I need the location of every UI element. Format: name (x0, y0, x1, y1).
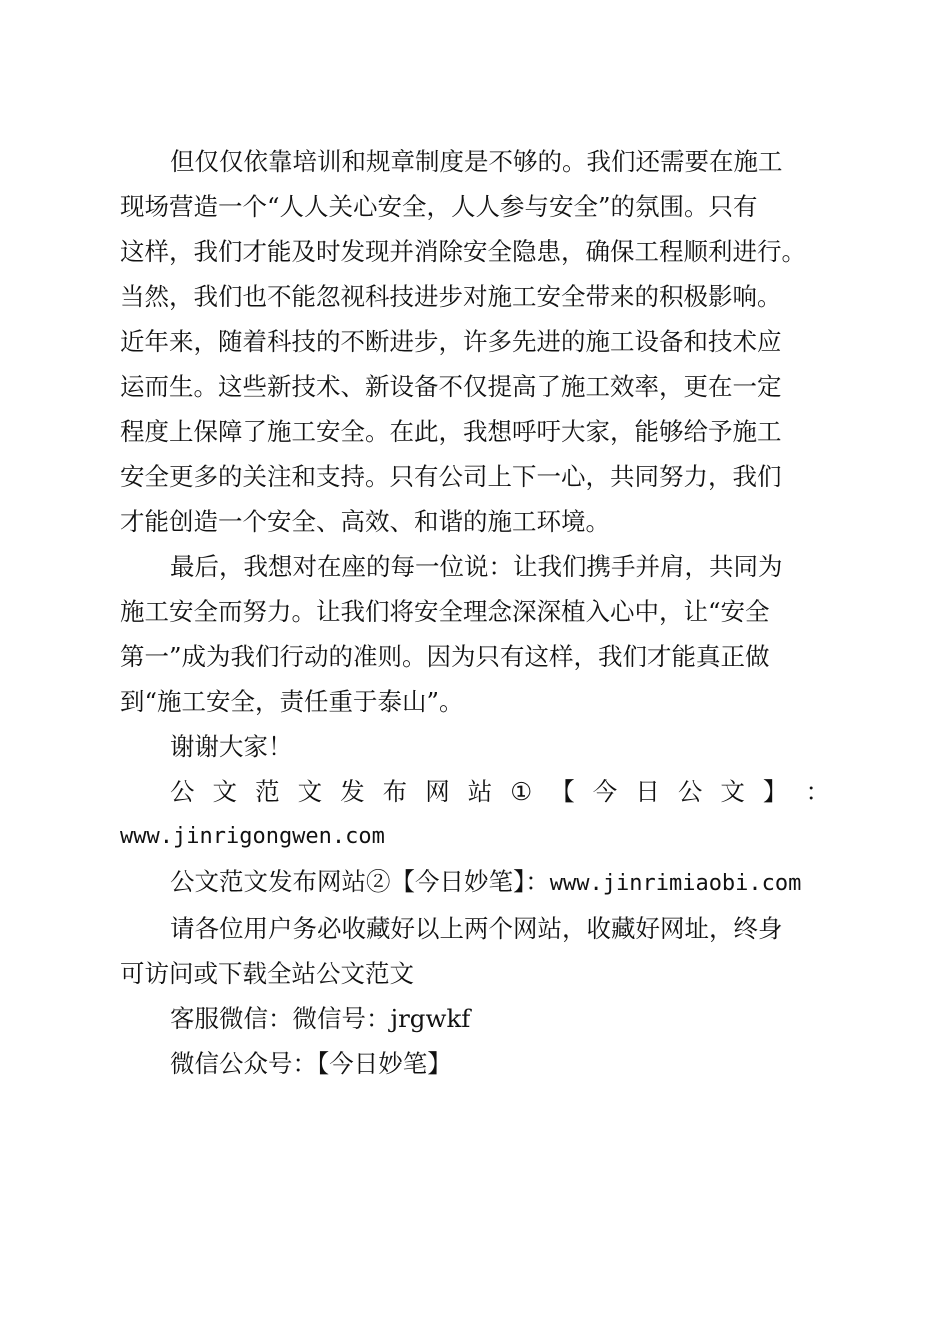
paragraph-line: 当然，我们也不能忽视科技进步对施工安全带来的积极影响。 (120, 282, 782, 311)
paragraph-1 (120, 139, 830, 544)
site-1-char: ① (510, 777, 533, 806)
site-1-char: ： (805, 777, 830, 806)
site-1-char: 范 (255, 777, 280, 806)
paragraph-line: 近年来，随着科技的不断进步，许多先进的施工设备和技术应 (120, 327, 782, 356)
document-body (120, 139, 830, 1086)
paragraph-line: 这样，我们才能及时发现并消除安全隐患，确保工程顺利进行。 (120, 237, 806, 266)
site-1-char: 日 (635, 777, 660, 806)
site-1-char: 文 (212, 777, 238, 806)
paragraph-line: 安全更多的关注和支持。只有公司上下一心，共同努力，我们 (120, 462, 782, 491)
site-1-char: 布 (382, 777, 408, 806)
site-1-char: 公 (170, 777, 195, 806)
notice-line-1: 请各位用户务必收藏好以上两个网站，收藏好网址，终身 (170, 914, 783, 943)
site-1-char: 文 (720, 777, 745, 806)
paragraph-line: 施工安全而努力。让我们将安全理念深深植入心中，让“安全 (120, 597, 770, 626)
site-1-char: 发 (340, 777, 365, 806)
wechat-account-line: 微信公众号：【今日妙笔】 (170, 1049, 452, 1078)
site-1-char: 今 (592, 777, 618, 806)
site-1-url: www.jinrigongwen.com (120, 824, 385, 849)
site-1-char: 网 (425, 777, 450, 806)
paragraph-line: 运而生。这些新技术、新设备不仅提高了施工效率，更在一定 (120, 372, 782, 401)
site-1-char: 【 (550, 777, 575, 806)
site-2-label: 公文范文发布网站②【今日妙笔】： (170, 867, 550, 896)
closing-line: 谢谢大家！ (170, 732, 293, 761)
site-1-char: 文 (297, 777, 323, 806)
site-1-char: 】 (762, 777, 788, 806)
site-2-line (120, 859, 830, 906)
paragraph-line: 最后，我想对在座的每一位说：让我们携手并肩，共同为 (170, 552, 783, 581)
paragraph-line: 到“施工安全，责任重于泰山”。 (120, 687, 464, 716)
paragraph-line: 才能创造一个安全、高效、和谐的施工环境。 (120, 507, 610, 536)
paragraph-line: 但仅仅依靠培训和规章制度是不够的。我们还需要在施工 (170, 147, 783, 176)
site-1-char: 站 (467, 777, 493, 806)
paragraph-line: 程度上保障了施工安全。在此，我想呼吁大家，能够给予施工 (120, 417, 782, 446)
notice-line-2: 可访问或下载全站公文范文 (120, 959, 414, 988)
site-1-line (120, 769, 830, 814)
wechat-service-line: 客服微信：微信号：jrgwkf (170, 1004, 471, 1033)
site-1-char: 公 (677, 777, 703, 806)
paragraph-2 (120, 544, 830, 724)
paragraph-line: 第一”成为我们行动的准则。因为只有这样，我们才能真正做 (120, 642, 770, 671)
paragraph-line: 现场营造一个“人人关心安全，人人参与安全”的氛围。只有 (120, 192, 758, 221)
site-2-url: www.jinrimiaobi.com (549, 871, 802, 896)
